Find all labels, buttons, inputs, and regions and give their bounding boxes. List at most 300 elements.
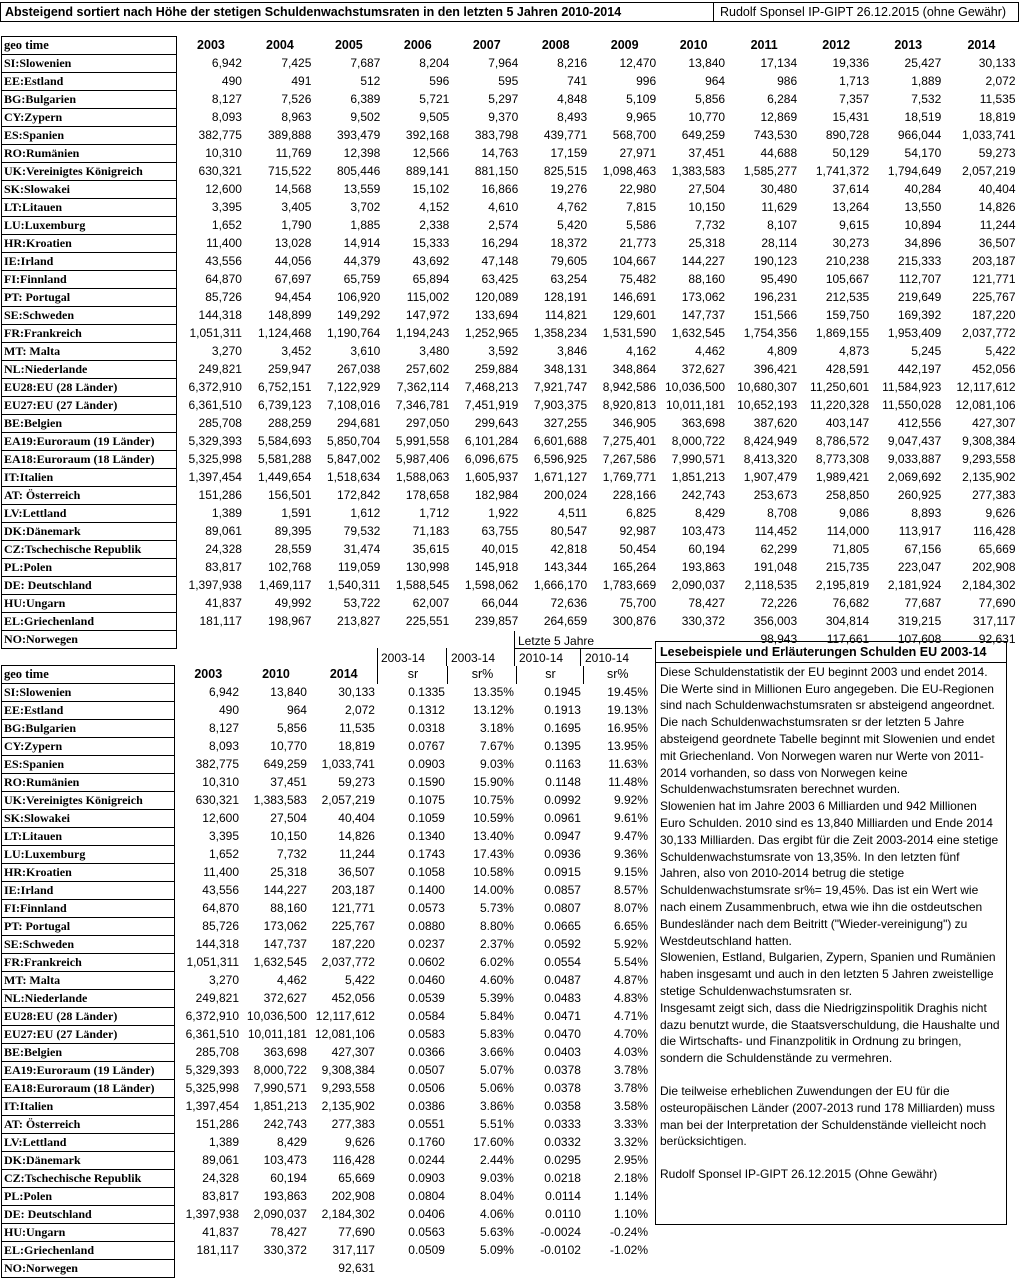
debt-value: 54,170: [904, 146, 942, 160]
debt-value: 53,722: [343, 596, 381, 610]
table-row: [2, 810, 652, 828]
debt-value: 2,184,302: [962, 578, 1016, 592]
debt-value: 4,809: [767, 344, 798, 358]
country-label: IT:Italien: [2, 1098, 175, 1116]
debt-value: 382,775: [198, 128, 242, 142]
debt-value: 2,090,037: [253, 1207, 307, 1221]
growth-rate: 0.0880: [408, 919, 445, 933]
debt-value: 382,775: [195, 757, 239, 771]
debt-value: 1,605,937: [464, 470, 519, 484]
column-header: 2003: [194, 667, 223, 681]
debt-value: 36,507: [978, 236, 1016, 250]
table-row: [2, 469, 1019, 487]
debt-value: 11,244: [979, 218, 1016, 232]
debt-value: 228,166: [612, 488, 657, 502]
country-label: LT:Litauen: [2, 828, 175, 846]
table-row: [2, 523, 1019, 541]
debt-value: 8,963: [281, 110, 312, 124]
table-row: [2, 1098, 652, 1116]
debt-value: 50,129: [832, 146, 870, 160]
growth-rate: 0.0218: [544, 1171, 581, 1185]
debt-value: 4,152: [419, 200, 450, 214]
debt-value: 165,264: [612, 560, 657, 574]
growth-rate: 0.0903: [408, 1171, 445, 1185]
country-label: RO:Rumänien: [2, 145, 177, 163]
growth-rate-percent: 5.51%: [479, 1117, 514, 1131]
growth-rate-percent: 9.03%: [479, 757, 514, 771]
debt-value: 71,805: [832, 542, 870, 556]
debt-value: 116,428: [332, 1153, 375, 1167]
growth-rate: 0.0483: [544, 991, 581, 1005]
table-row: [2, 181, 1019, 199]
debt-value: 114,000: [826, 524, 870, 538]
debt-value: 59,273: [338, 775, 375, 789]
debt-value: 12,600: [202, 811, 239, 825]
debt-value: 348,131: [543, 362, 588, 376]
debt-value: 1,397,938: [188, 578, 242, 592]
debt-value: 129,601: [612, 308, 657, 322]
country-label: LU:Luxemburg: [2, 217, 177, 235]
debt-value: 442,197: [897, 362, 942, 376]
debt-value: 8,107: [767, 218, 798, 232]
debt-value: [174, 1260, 242, 1278]
growth-rate-percent: 19.13%: [607, 703, 648, 717]
country-label: FI:Finnland: [2, 900, 175, 918]
debt-value: 3,480: [419, 344, 450, 358]
growth-rate-percent: 6.02%: [479, 955, 514, 969]
debt-value: 12,600: [205, 182, 242, 196]
debt-value: 30,480: [760, 182, 798, 196]
growth-rate-percent: 13.95%: [607, 739, 648, 753]
country-label: SE:Schweden: [2, 307, 177, 325]
debt-value: 1,598,062: [464, 578, 519, 592]
growth-rate: 0.1340: [408, 829, 445, 843]
debt-value: 267,038: [336, 362, 381, 376]
debt-value: 40,015: [481, 542, 519, 556]
debt-value: 4,462: [276, 973, 307, 987]
debt-value: 14,826: [338, 829, 375, 843]
debt-value: 215,333: [897, 254, 942, 268]
growth-rate-percent: 3.18%: [479, 721, 514, 735]
column-header-year: 2003: [197, 38, 225, 52]
country-label: PT: Portugal: [2, 289, 177, 307]
debt-value: 7,990,571: [671, 452, 726, 466]
debt-value: 203,187: [972, 254, 1016, 268]
debt-value: 5,847,002: [326, 452, 381, 466]
debt-value: 9,965: [626, 110, 657, 124]
debt-value: 50,454: [619, 542, 657, 556]
debt-value: 103,473: [681, 524, 726, 538]
debt-value: 10,036,500: [665, 380, 726, 394]
debt-value: 1,794,649: [887, 164, 942, 178]
debt-value: 79,605: [550, 254, 588, 268]
debt-value: 3,405: [281, 200, 312, 214]
debt-value: 77,687: [904, 596, 942, 610]
debt-value: 1,907,479: [743, 470, 798, 484]
debt-value: 10,770: [270, 739, 307, 753]
table-row: [2, 954, 652, 972]
country-label: HR:Kroatien: [2, 864, 175, 882]
table-row: [2, 1080, 652, 1098]
debt-value: 114,452: [754, 524, 798, 538]
debt-value: 11,220,328: [810, 398, 870, 412]
table-row: [2, 864, 652, 882]
debt-value: 1,588,063: [395, 470, 450, 484]
debt-value: 596: [429, 74, 450, 88]
debt-value: 18,519: [904, 110, 942, 124]
debt-value: 8,216: [557, 56, 588, 70]
debt-value: 18,372: [550, 236, 588, 250]
period-label-4: 2010-14: [585, 651, 630, 665]
growth-rate: [378, 1260, 448, 1278]
debt-value: 43,556: [205, 254, 242, 268]
debt-value: 12,117,612: [315, 1009, 375, 1023]
debt-value: 5,581,288: [258, 452, 312, 466]
country-label: SI:Slowenien: [2, 55, 177, 73]
debt-value: 3,270: [211, 344, 242, 358]
debt-value: 8,708: [767, 506, 798, 520]
growth-rate-percent: 9.36%: [613, 847, 648, 861]
table-row: [2, 684, 652, 702]
debt-value: 24,328: [205, 542, 242, 556]
debt-value: 1,033,741: [321, 757, 375, 771]
explanation-paragraph: Rudolf Sponsel IP-GIPT 26.12.2015 (Ohne Gewähr): [660, 1167, 938, 1182]
debt-value: 25,318: [688, 236, 726, 250]
growth-rate: 0.0936: [544, 847, 581, 861]
debt-value: 1,741,372: [815, 164, 870, 178]
debt-value: 9,370: [488, 110, 519, 124]
debt-value: 43,556: [202, 883, 239, 897]
country-label: HU:Ungarn: [2, 1224, 175, 1242]
column-header: 2014: [329, 667, 358, 681]
growth-rate-percent: 5.39%: [479, 991, 514, 1005]
debt-value: 427,307: [331, 1045, 375, 1059]
table-row: [2, 1134, 652, 1152]
table-row: [2, 343, 1019, 361]
debt-value: 285,708: [195, 1045, 239, 1059]
debt-value: 1,851,213: [253, 1099, 307, 1113]
debt-value: 37,451: [688, 146, 726, 160]
debt-value: 12,398: [343, 146, 381, 160]
debt-value: 76,682: [832, 596, 870, 610]
growth-rate: 0.0332: [544, 1135, 581, 1149]
debt-value: 986: [777, 74, 798, 88]
debt-value: 319,215: [897, 614, 942, 628]
debt-value: 215,735: [825, 560, 870, 574]
debt-value: 193,863: [263, 1189, 307, 1203]
debt-value: 28,114: [761, 236, 798, 250]
debt-value: 11,584,923: [882, 380, 942, 394]
debt-value: 805,446: [336, 164, 381, 178]
growth-rate-percent: 8.80%: [479, 919, 514, 933]
country-label: DE: Deutschland: [2, 577, 177, 595]
growth-rate: 0.0551: [408, 1117, 445, 1131]
debt-value: 2,338: [419, 218, 450, 232]
debt-value: 173,062: [263, 919, 307, 933]
debt-value: 144,318: [198, 308, 242, 322]
debt-value: 7,451,919: [464, 398, 519, 412]
divider: [580, 648, 581, 666]
table-row: [2, 1260, 652, 1278]
growth-rate: 0.0665: [544, 919, 581, 933]
debt-value: 193,863: [681, 560, 726, 574]
growth-rate-percent: 19.45%: [607, 685, 648, 699]
table-row: [2, 433, 1019, 451]
debt-value: 8,000,722: [671, 434, 726, 448]
growth-rate: 0.0767: [408, 739, 445, 753]
debt-value: 1,190,764: [326, 326, 381, 340]
debt-value: 2,118,535: [744, 578, 798, 592]
table-row: [2, 145, 1019, 163]
growth-rate: 0.0333: [544, 1117, 581, 1131]
debt-value: 5,329,393: [185, 1063, 239, 1077]
debt-value: 30,133: [978, 56, 1016, 70]
debt-value: 363,698: [681, 416, 726, 430]
debt-value: 6,361,510: [185, 1027, 239, 1041]
growth-rate-percent: 3.32%: [613, 1135, 648, 1149]
debt-value: 1,769,771: [602, 470, 657, 484]
debt-value: 490: [218, 703, 239, 717]
debt-value: 249,821: [195, 991, 239, 1005]
debt-value: 114,821: [544, 308, 588, 322]
table-row: [2, 325, 1019, 343]
debt-value: 1,194,243: [395, 326, 450, 340]
debt-value: 6,284: [767, 92, 798, 106]
debt-value: 121,771: [331, 901, 375, 915]
table-row: [2, 1026, 652, 1044]
debt-value: 9,308,384: [321, 1063, 375, 1077]
debt-value: 427,307: [972, 416, 1016, 430]
debt-value: 8,920,813: [602, 398, 657, 412]
debt-value: 65,759: [343, 272, 381, 286]
debt-value: 715,522: [268, 164, 312, 178]
debt-value: 2,037,772: [321, 955, 375, 969]
debt-value: 1,712: [419, 506, 450, 520]
growth-rate: 0.1743: [408, 847, 445, 861]
growth-rate: 0.0237: [408, 937, 445, 951]
table-row: [2, 541, 1019, 559]
table-row: [2, 595, 1019, 613]
growth-rate-percent: -1.02%: [609, 1243, 648, 1257]
debt-value: 1,922: [488, 506, 519, 520]
growth-rate: 0.0539: [408, 991, 445, 1005]
debt-value: 24,328: [202, 1171, 239, 1185]
debt-value: 285,708: [198, 416, 242, 430]
growth-rate: 0.0804: [408, 1189, 445, 1203]
country-label: UK:Vereinigtes Königreich: [2, 792, 175, 810]
debt-value: 65,669: [978, 542, 1016, 556]
growth-rate-percent: 10.75%: [473, 793, 514, 807]
debt-value: 212,535: [825, 290, 870, 304]
debt-value: 12,081,106: [314, 1027, 375, 1041]
debt-value: 12,470: [619, 56, 657, 70]
debt-value: 9,505: [419, 110, 450, 124]
country-label: LV:Lettland: [2, 1134, 175, 1152]
country-label: CZ:Tschechische Republik: [2, 541, 177, 559]
debt-value: 5,245: [911, 344, 942, 358]
debt-value: 225,767: [331, 919, 375, 933]
debt-value: 5,721: [419, 92, 450, 106]
table-row: [2, 738, 652, 756]
debt-value: 37,451: [270, 775, 307, 789]
debt-value: 15,333: [412, 236, 450, 250]
growth-rate-percent: 5.63%: [479, 1225, 514, 1239]
debt-value: 299,643: [474, 416, 519, 430]
debt-value: 1,033,741: [962, 128, 1016, 142]
debt-value: 113,917: [898, 524, 942, 538]
debt-value: 4,762: [557, 200, 588, 214]
debt-value: 389,888: [268, 128, 312, 142]
debt-value: 88,160: [688, 272, 726, 286]
debt-value: 242,743: [681, 488, 726, 502]
debt-value: 14,568: [274, 182, 312, 196]
debt-value: 144,318: [195, 937, 239, 951]
debt-value: 115,002: [406, 290, 450, 304]
debt-value: 9,293,558: [321, 1081, 375, 1095]
debt-value: 300,876: [612, 614, 657, 628]
debt-value: 198,967: [268, 614, 312, 628]
column-header-year: 2009: [610, 38, 639, 52]
debt-value: 11,769: [275, 146, 312, 160]
debt-value: 7,357: [839, 92, 870, 106]
table-row: [2, 900, 652, 918]
country-label: DK:Dänemark: [2, 523, 177, 541]
growth-rate: 0.1075: [408, 793, 445, 807]
debt-value: 1,397,454: [188, 470, 242, 484]
table-row: [2, 505, 1019, 523]
debt-value: 6,752,151: [258, 380, 312, 394]
country-label: PL:Polen: [2, 1188, 175, 1206]
debt-value: 387,620: [753, 416, 798, 430]
debt-value: 120,089: [474, 290, 519, 304]
debt-value: 156,501: [268, 488, 312, 502]
debt-value: 257,602: [405, 362, 450, 376]
debt-value: 1,397,454: [185, 1099, 239, 1113]
growth-rate: -0.0102: [540, 1243, 581, 1257]
debt-value: 7,815: [626, 200, 657, 214]
debt-value: 1,383,583: [253, 793, 307, 807]
debt-value: 27,971: [619, 146, 657, 160]
debt-value: 3,702: [350, 200, 381, 214]
debt-value: 9,615: [839, 218, 870, 232]
period-label-2: 2003-14: [451, 651, 496, 665]
debt-value: 148,899: [268, 308, 312, 322]
growth-rate-percent: 2.95%: [613, 1153, 648, 1167]
table-row: [2, 936, 652, 954]
debt-value: 117,661: [826, 632, 870, 646]
debt-value: 8,000,722: [253, 1063, 307, 1077]
debt-value: 89,061: [202, 1153, 239, 1167]
debt-value: 92,987: [619, 524, 657, 538]
country-label: NO:Norwegen: [2, 631, 177, 649]
column-header-year: 2012: [822, 38, 851, 52]
country-label: NL:Niederlande: [2, 361, 177, 379]
debt-value: 1,098,463: [602, 164, 657, 178]
table-header-row: [2, 666, 652, 684]
growth-rate: 0.1312: [408, 703, 445, 717]
debt-value: 6,825: [626, 506, 657, 520]
divider: [446, 648, 447, 666]
column-header: sr%: [584, 666, 651, 684]
explanation-title: Lesebeispiele und Erläuterungen Schulden EU 2003-14: [656, 644, 1006, 663]
debt-value: 1,989,421: [815, 470, 870, 484]
debt-value: 288,259: [268, 416, 312, 430]
growth-rate: 0.0244: [408, 1153, 445, 1167]
debt-value: 40,404: [978, 182, 1016, 196]
debt-value: 512: [360, 74, 381, 88]
table-row: [2, 972, 652, 990]
debt-value: 151,286: [195, 1117, 239, 1131]
table-row: [2, 792, 652, 810]
debt-value: 403,147: [825, 416, 870, 430]
table-row: [2, 1044, 652, 1062]
debt-value: 181,117: [196, 1243, 239, 1257]
growth-rate-percent: -0.24%: [609, 1225, 648, 1239]
debt-value: 41,837: [202, 1225, 239, 1239]
growth-rate: 0.1059: [408, 811, 445, 825]
debt-value: 372,627: [263, 991, 307, 1005]
debt-value: 6,942: [208, 685, 239, 699]
growth-rate: 0.0295: [544, 1153, 581, 1167]
growth-rate: 0.0471: [544, 1009, 581, 1023]
table-row: [2, 73, 1019, 91]
table-row: [2, 415, 1019, 433]
growth-rate: 0.0506: [408, 1081, 445, 1095]
table-row: [2, 1242, 652, 1260]
debt-value: 8,413,320: [743, 452, 798, 466]
debt-value: 825,515: [543, 164, 588, 178]
debt-value: 2,184,302: [321, 1207, 375, 1221]
growth-rate: 0.0602: [408, 955, 445, 969]
debt-value: 7,425: [281, 56, 312, 70]
debt-value: 1,652: [211, 218, 242, 232]
column-header-year: 2004: [266, 38, 294, 52]
country-label: CY:Zypern: [2, 109, 177, 127]
debt-value: 14,914: [343, 236, 381, 250]
debt-value: 13,028: [274, 236, 312, 250]
debt-value: 190,123: [753, 254, 798, 268]
debt-value: 3,592: [488, 344, 519, 358]
debt-value: 452,056: [331, 991, 375, 1005]
debt-value: 5,325,998: [185, 1081, 239, 1095]
debt-value: 62,007: [412, 596, 450, 610]
debt-value: 396,421: [753, 362, 798, 376]
table-row: [2, 828, 652, 846]
debt-value: 6,361,510: [188, 398, 242, 412]
debt-value: 14,826: [978, 200, 1016, 214]
debt-value: 12,566: [412, 146, 450, 160]
debt-value: 6,596,925: [533, 452, 588, 466]
debt-value: 9,047,437: [887, 434, 942, 448]
debt-value: 15,102: [412, 182, 450, 196]
debt-value: 147,737: [263, 937, 307, 951]
debt-value: 7,990,571: [253, 1081, 307, 1095]
debt-value: 890,728: [825, 128, 870, 142]
table-row: [2, 918, 652, 936]
growth-rate: 0.0403: [544, 1045, 581, 1059]
table-row: [2, 559, 1019, 577]
debt-value: 44,688: [760, 146, 798, 160]
debt-value: 1,588,545: [395, 578, 450, 592]
debt-value: 92,631: [338, 1261, 375, 1275]
debt-value: 22,980: [619, 182, 657, 196]
debt-value: 277,383: [331, 1117, 375, 1131]
debt-value: 7,468,213: [464, 380, 519, 394]
country-label: EA19:Euroraum (19 Länder): [2, 433, 177, 451]
debt-value: 8,786,572: [815, 434, 870, 448]
growth-rate-percent: 9.03%: [479, 1171, 514, 1185]
debt-value: 10,310: [202, 775, 239, 789]
